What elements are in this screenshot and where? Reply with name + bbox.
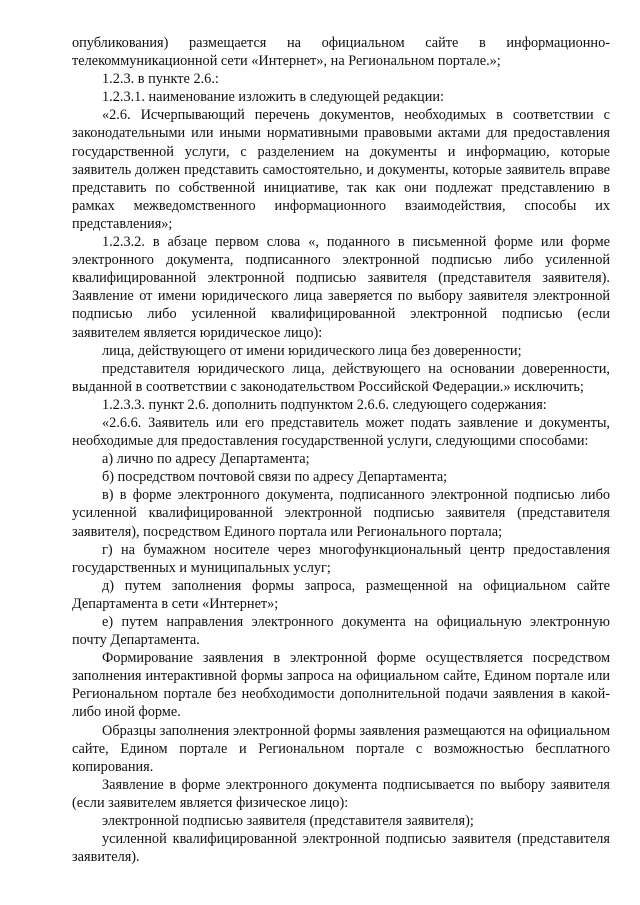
paragraph: «2.6.6. Заявитель или его представитель может подать заявление и документы, необходимые для предоставления государственной услуги, следующими способами: [72, 414, 610, 450]
document-page [72, 34, 610, 866]
paragraph: 1.2.3.2. в абзаце первом слова «, поданного в письменной форме или форме электронного документа, подписанного электронной подписью либо усиленной квалифицированной электронной подписью заявителя (представителя заявителя). Заявление от имени юридического лица заверяется по выбору заявителя электронной подписью либо усиленной квалифицированной электронной подписью (если заявителем является юридическое лицо): [72, 234, 610, 341]
list-item: г) на бумажном носителе через многофункциональный центр предоставления государственных и муниципальных услуг; [72, 541, 610, 576]
paragraph: лица, действующего от имени юридического лица без доверенности; [102, 342, 522, 359]
paragraph: 1.2.3. в пункте 2.6.: [102, 71, 219, 88]
paragraph: представителя юридического лица, действующего на основании доверенности, выданной в соответствии с законодательством Российской Федерации.» исключить; [72, 360, 610, 395]
list-item: е) путем направления электронного документа на официальную электронную почту Департамента. [72, 614, 610, 649]
list-item: б) посредством почтовой связи по адресу Департамента; [102, 469, 448, 486]
paragraph: «2.6. Исчерпывающий перечень документов, необходимых в соответствии с законодательными или иными нормативными правовыми актами для предоставления государственной услуги, с разделением на документы и информацию, которые заявитель должен представить самостоятельно, и документы, которые заявитель вправе представить по собственной инициативе, так как они подлежат представлению в рамках межведомственного информационного взаимодействия, способы их представления»; [72, 107, 610, 232]
paragraph: электронной подписью заявителя (представителя заявителя); [102, 813, 474, 830]
paragraph: 1.2.3.3. пункт 2.6. дополнить подпунктом 2.6.6. следующего содержания: [102, 396, 547, 413]
paragraph: 1.2.3.1. наименование изложить в следующей редакции: [102, 89, 444, 106]
paragraph: Образцы заполнения электронной формы заявления размещаются на официальном сайте, Едином портале и Региональном портале с возможностью бесплатного копирования. [72, 722, 610, 775]
paragraph: усиленной квалифицированной электронной подписью заявителя (представителя заявителя). [72, 831, 610, 866]
list-item: а) лично по адресу Департамента; [102, 451, 310, 468]
list-item: в) в форме электронного документа, подписанного электронной подписью либо усиленной квалифицированной электронной подписью заявителя (представителя заявителя), посредством Единого портала или Регионального портала; [72, 487, 610, 540]
list-item: д) путем заполнения формы запроса, размещенной на официальном сайте Департамента в сети «Интернет»; [72, 577, 610, 612]
paragraph: Формирование заявления в электронной форме осуществляется посредством заполнения интерактивной формы запроса на официальном сайте, Едином портале или Региональном портале без необходимости дополнительной подачи заявления в какой-либо иной форме. [72, 650, 610, 721]
paragraph: опубликования) размещается на официальном сайте в информационно-телекоммуникационной сети «Интернет», на Региональном портале.»; [72, 35, 610, 70]
paragraph: Заявление в форме электронного документа подписывается по выбору заявителя (если заявителем является физическое лицо): [72, 776, 610, 811]
